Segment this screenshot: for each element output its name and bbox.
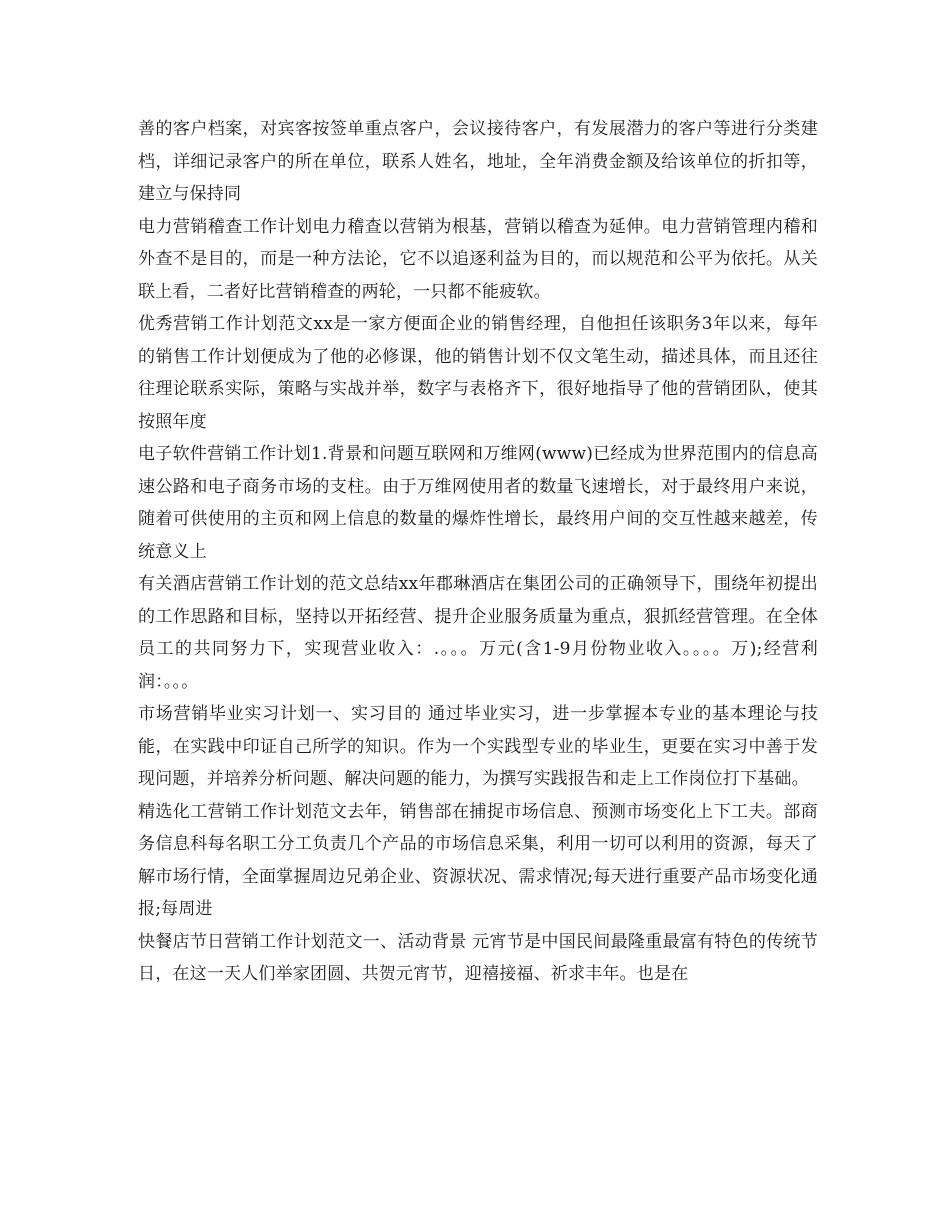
paragraph-customer-archive: 善的客户档案，对宾客按签单重点客户，会议接待客户，有发展潜力的客户等进行分类建档，详细记录客户的所在单位，联系人姓名，地址，全年消费金额及给该单位的折扣等，建立与保持同 [138,119,818,204]
paragraph-fastfood-holiday-plan: 快餐店节日营销工作计划范文一、活动背景 元宵节是中国民间最隆重最富有特色的传统节日，在这一天人们举家团圆、共贺元宵节，迎禧接福、祈求丰年。也是在 [138,931,818,984]
document-body [138,113,818,991]
paragraph-internship-plan: 市场营销毕业实习计划一、实习目的 通过毕业实习，进一步掌握本专业的基本理论与技能，在实践中印证自己所学的知识。作为一个实践型专业的毕业生，更要在实习中善于发现问题，并培养分析问题、解决问题的能力，为撰写实践报告和走上工作岗位打下基础。 [138,704,818,789]
paragraph-software-marketing-plan: 电子软件营销工作计划1.背景和问题互联网和万维网(www)已经成为世界范围内的信息高速公路和电子商务市场的支柱。由于万维网使用者的数量飞速增长，对于最终用户来说，随着可供使用的主页和网上信息的数量的爆炸性增长，最终用户间的交互性越来越差，传统意义上 [138,444,818,562]
paragraph-chemical-marketing-plan: 精选化工营销工作计划范文去年，销售部在捕捉市场信息、预测市场变化上下工夫。部商务信息科每名职工分工负责几个产品的市场信息采集，利用一切可以利用的资源，每天了解市场行情，全面掌握周边兄弟企业、资源状况、需求情况;每天进行重要产品市场变化通报;每周进 [138,801,818,919]
paragraph-power-marketing-audit: 电力营销稽查工作计划电力稽查以营销为根基，营销以稽查为延伸。电力营销管理内稽和外查不是目的，而是一种方法论，它不以追逐利益为目的，而以规范和公平为依托。从关联上看，二者好比营销稽查的两轮，一只都不能疲软。 [138,216,818,302]
paragraph-hotel-marketing-plan: 有关酒店营销工作计划的范文总结xx年郡琳酒店在集团公司的正确领导下，围绕年初提出的工作思路和目标，坚持以开拓经营、提升企业服务质量为重点，狠抓经营管理。在全体员工的共同努力下，实现营业收入：.。。。万元(含1-9月份物业收入。。。。万);经营利润：。。。 [138,574,818,692]
paragraph-excellent-marketing-plan: 优秀营销工作计划范文xx是一家方便面企业的销售经理，自他担任该职务3年以来，每年的销售工作计划便成为了他的必修课，他的销售计划不仅文笔生动，描述具体，而且还往往理论联系实际，策略与实战并举，数字与表格齐下，很好地指导了他的营销团队，使其按照年度 [138,314,818,432]
